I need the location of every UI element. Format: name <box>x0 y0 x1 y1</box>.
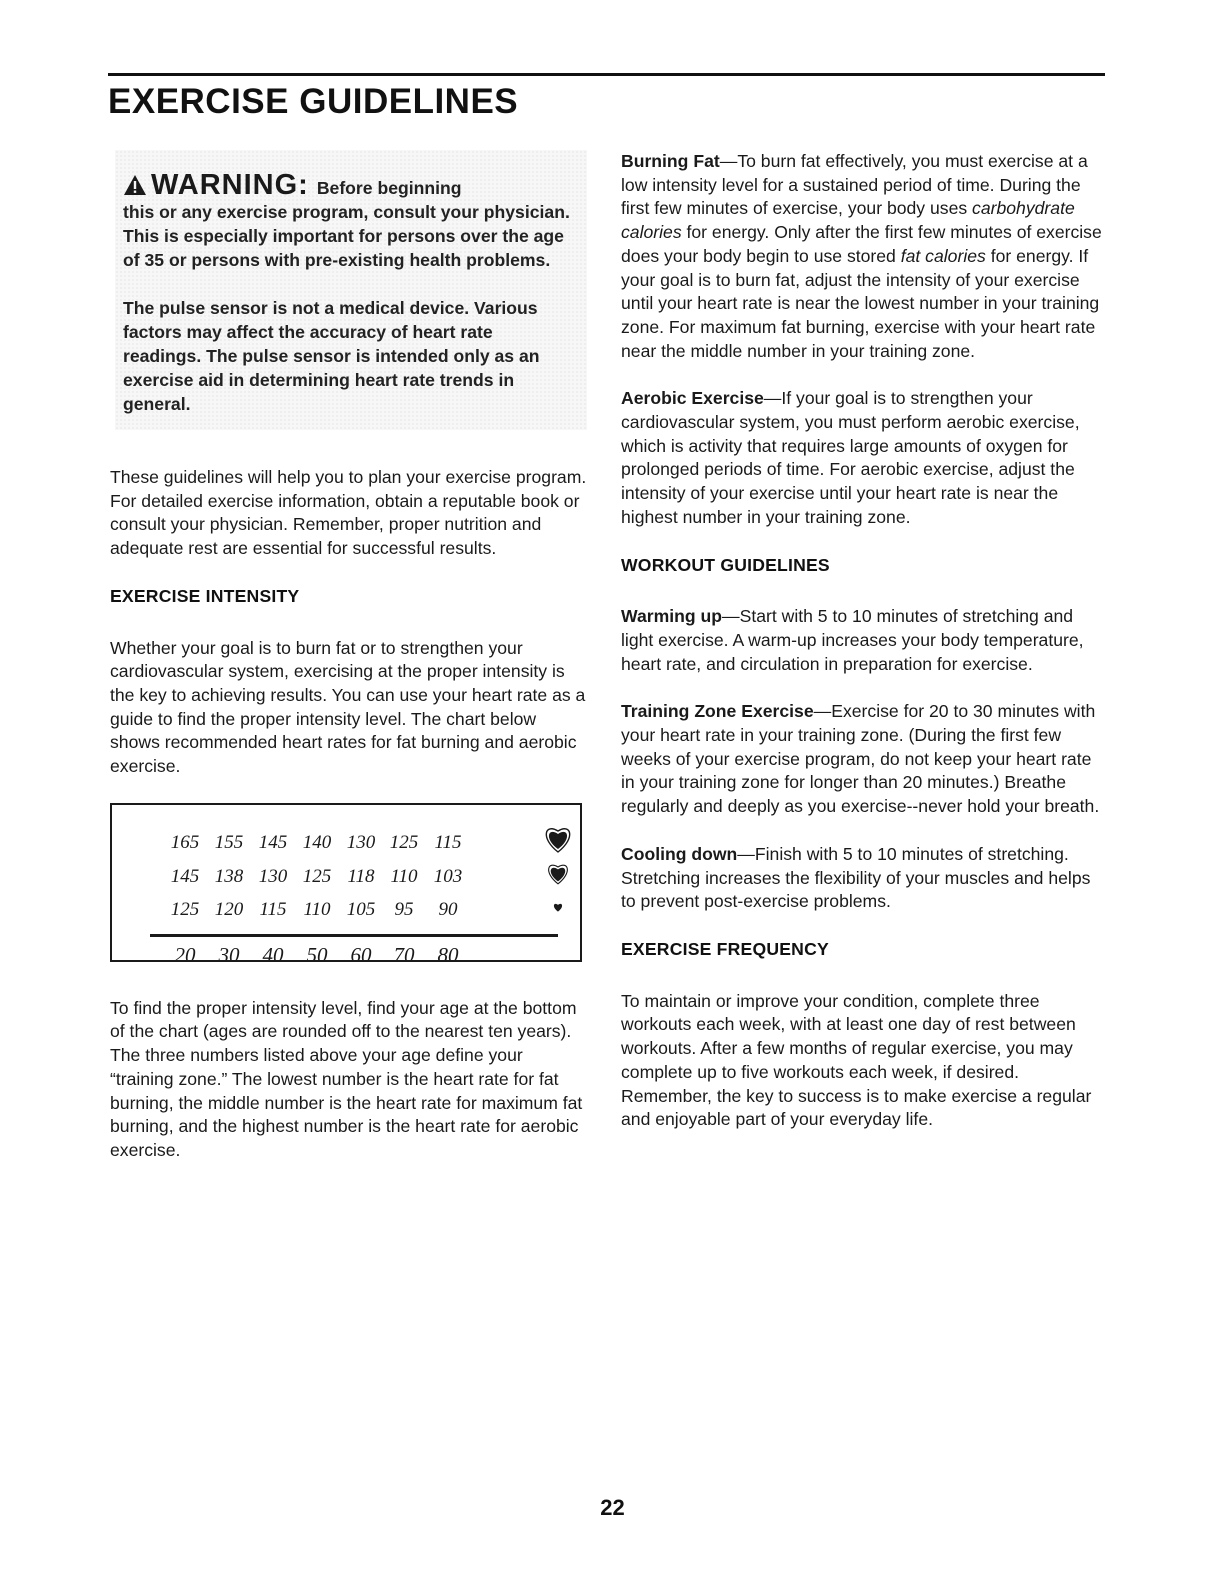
training-zone-paragraph <box>621 700 1106 819</box>
cooling-down-text: —Finish with 5 to 10 minutes of stretching. Stretching increases the flexibility of your muscles and helps to prevent post-exercise problems. <box>621 843 1091 912</box>
training-zone-label: Training Zone Exercise <box>621 701 814 722</box>
heart-rate-value: 138 <box>214 865 244 887</box>
aerobic-exercise-paragraph <box>621 387 1106 529</box>
intro-paragraph: These guidelines will help you to plan your exercise program. For detailed exercise information, obtain a reputable book or consult your physician. Remember, proper nutrition and adequate rest are essential for successful results. <box>110 467 587 559</box>
heart-rate-chart-svg <box>112 805 580 975</box>
heart-rate-value: 103 <box>433 865 463 887</box>
heart-rate-value: 125 <box>302 865 332 887</box>
warming-up-text: —Start with 5 to 10 minutes of stretching and light exercise. A warm-up increases your body temperature, heart rate, and circulation in preparation for exercise. <box>621 606 1084 674</box>
heart-rate-value: 120 <box>214 898 244 920</box>
large-heart-icon <box>546 829 569 852</box>
carbohydrate-calories-term: carbohydrate calories <box>621 198 1075 243</box>
warning-paragraph-1 <box>123 169 575 272</box>
heart-rate-value: 165 <box>170 831 200 853</box>
training-zone-text: —Exercise for 20 to 30 minutes with your heart rate in your training zone. (During the first few weeks of your exercise program, do not keep your heart rate in your training zone for longer than 20 minutes.) Breathe regularly and deeply as you exercise--never hold your breath. <box>621 701 1100 817</box>
heart-rate-value: 90 <box>438 898 458 920</box>
exercise-frequency-heading: EXERCISE FREQUENCY <box>621 938 829 959</box>
exercise-frequency-body: To maintain or improve your condition, complete three workouts each week, with at least one day of rest between workouts. After a few months of regular exercise, you may complete up to five workouts each week, if desired. Remember, the key to success is to make exercise a regular and enjoyable part of your everyday life. <box>621 990 1092 1130</box>
heart-rate-value: 155 <box>214 831 244 853</box>
age-label: 30 <box>218 942 240 967</box>
heart-rate-value: 125 <box>389 831 419 853</box>
heart-rate-value: 125 <box>170 898 200 920</box>
heart-rate-value: 115 <box>434 831 462 853</box>
small-heart-icon <box>554 904 562 912</box>
workout-guidelines-heading: WORKOUT GUIDELINES <box>621 554 830 575</box>
burning-fat-text-a: —To burn fat effectively, you must exercise at a low intensity level for a sustained period of time. During the first few minutes of exercise, your body uses <box>621 151 1088 219</box>
heart-rate-value: 130 <box>258 865 288 887</box>
aerobic-exercise-text: —If your goal is to strengthen your cardiovascular system, you must perform aerobic exercise, which is activity that requires large amounts of oxygen for prolonged periods of time. For aerobic exercise, adjust the intensity of your exercise until your heart rate is near the highest number in your training zone. <box>621 388 1080 527</box>
warning-triangle-icon <box>123 174 147 196</box>
age-label: 70 <box>393 942 415 967</box>
heart-rate-value: 115 <box>259 898 287 920</box>
heart-rate-value: 145 <box>170 865 200 887</box>
heart-rate-value: 110 <box>303 898 331 920</box>
right-column <box>621 150 1106 1132</box>
heart-rate-value: 140 <box>302 831 332 853</box>
warning-text-1: this or any exercise program, consult your physician. This is especially important for persons over the age of 35 or persons with pre-existing health problems. <box>123 202 570 270</box>
heart-rate-value: 95 <box>394 898 414 920</box>
warning-heading: WARNING: <box>151 169 309 201</box>
cooling-down-label: Cooling down <box>621 843 738 864</box>
fat-calories-term: fat calories <box>900 245 986 266</box>
left-column <box>110 150 590 1163</box>
page-number: 22 <box>600 1495 625 1520</box>
burning-fat-label: Burning Fat <box>621 151 720 171</box>
heart-rate-value: 145 <box>258 831 288 853</box>
age-label: 50 <box>306 942 328 967</box>
title-rule <box>108 73 1105 76</box>
exercise-intensity-body: Whether your goal is to burn fat or to strengthen your cardiovascular system, exercising at the proper intensity is the key to achieving results. You can use your heart rate as a guide to find the proper intensity level. The chart below shows recommended heart rates for fat burning and aerobic exercise. <box>110 637 586 777</box>
page-title: EXERCISE GUIDELINES <box>108 82 519 121</box>
heart-rate-value: 130 <box>346 831 376 853</box>
heart-rate-chart <box>110 803 582 967</box>
age-label: 40 <box>262 942 284 967</box>
heart-rate-value: 118 <box>347 865 375 887</box>
age-label: 80 <box>437 942 459 967</box>
age-axis-line <box>150 934 558 937</box>
warning-box <box>115 150 587 430</box>
burning-fat-text-b: for energy. Only after the first few minutes of exercise does your body begin to use stored <box>621 222 1102 266</box>
heart-rate-value: 105 <box>346 898 376 920</box>
training-zone-explanation: To find the proper intensity level, find your age at the bottom of the chart (ages are rounded off to the nearest ten years). The three numbers listed above your age define your “training zone.” The lowest number is the heart rate for fat burning, the middle number is the heart rate for maximum fat burning, and the highest number is the heart rate for aerobic exercise. <box>110 997 583 1160</box>
burning-fat-text-c: for energy. If your goal is to burn fat, adjust the intensity of your exercise until your heart rate is near the lowest number in your training zone. For maximum fat burning, exercise with your heart rate near the middle number in your training zone. <box>621 245 1100 361</box>
age-label: 60 <box>350 942 372 967</box>
heart-rate-value: 110 <box>390 865 418 887</box>
warming-up-label: Warming up <box>621 606 722 627</box>
aerobic-exercise-label: Aerobic Exercise <box>621 388 764 409</box>
cooling-down-paragraph <box>621 843 1106 914</box>
warming-up-paragraph <box>621 605 1106 676</box>
medium-heart-icon <box>549 865 568 884</box>
warning-text-2: The pulse sensor is not a medical device. Various factors may affect the accuracy of heart rate readings. The pulse sensor is intended only as an exercise aid in determining heart rate trends in general. <box>123 298 540 414</box>
warning-lead: Before beginning <box>316 178 462 198</box>
warning-header <box>123 169 575 201</box>
exercise-intensity-heading: EXERCISE INTENSITY <box>110 585 300 606</box>
age-label: 20 <box>174 942 196 967</box>
burning-fat-paragraph <box>621 150 1106 363</box>
